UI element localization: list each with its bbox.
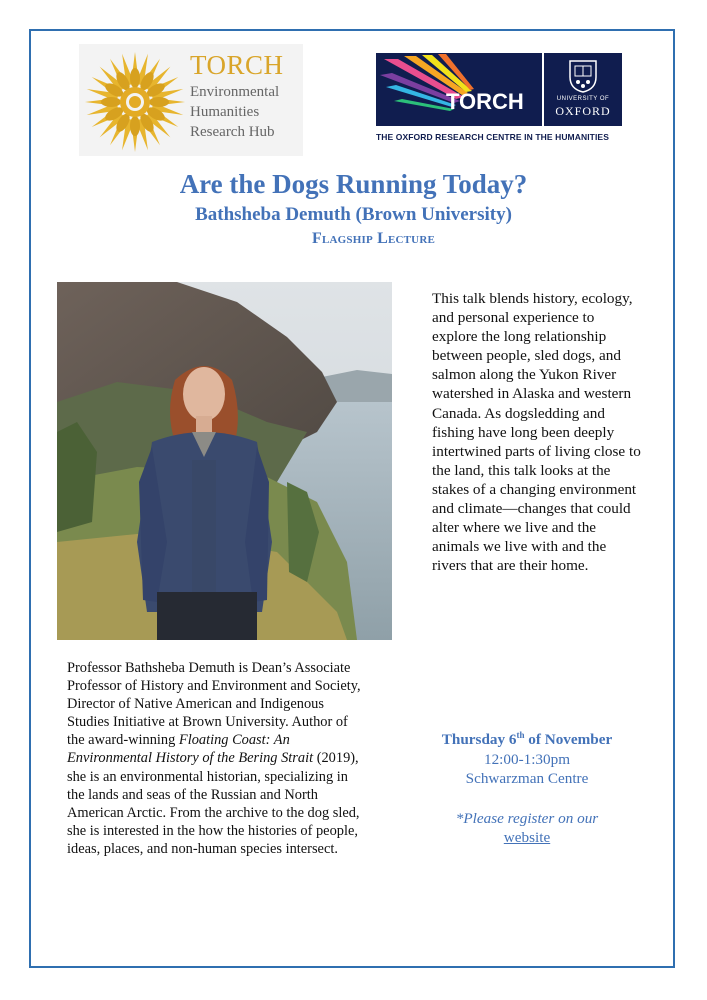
torch-wordmark: TORCH bbox=[446, 89, 524, 114]
torch-env-humanities-logo bbox=[79, 44, 303, 156]
speaker-name: Bathsheba Demuth (Brown University) bbox=[195, 204, 512, 225]
logo-line-1: Environmental bbox=[190, 84, 280, 100]
oxford-university-small: UNIVERSITY OF bbox=[556, 96, 610, 102]
speaker-photo bbox=[57, 282, 392, 640]
torch-tagline: THE OXFORD RESEARCH CENTRE IN THE HUMANITIES bbox=[376, 132, 609, 142]
logo-line-3: Research Hub bbox=[190, 124, 275, 140]
event-date bbox=[412, 730, 642, 750]
speaker-bio bbox=[67, 659, 367, 858]
event-date-rest: of November bbox=[524, 731, 613, 748]
event-time: 12:00-1:30pm bbox=[483, 750, 571, 768]
bio-text-2: (2019), she is an environmental historian, specializing in the lands and seas of the Russian and North American Arctic. From the archive to the dog sled, she is interested in the how the histories of people, ideas, places, and non-human species intersect. bbox=[67, 750, 360, 857]
torch-logo-block bbox=[376, 53, 542, 126]
talk-description: This talk blends history, ecology, and personal experience to explore the long relationship between people, sled dogs, and salmon along the Yukon River watershed in Alaska and western Canada. As dogsledding and fishing have long been deeply intertwined parts of living close to the land, this talk looks at the stakes of a changing environment and climate—changes that could alter where we live and the animals we live with and the rivers that are their home. bbox=[432, 290, 641, 575]
torch-oxford-logo bbox=[376, 53, 622, 143]
logo-line-2: Humanities bbox=[190, 104, 260, 120]
bio-text-1: Professor Bathsheba Demuth is Dean’s Associate Professor of History and Environment and Society, Director of Native American and Indigenous Studies Initiative at Brown University. Author of the award-winning bbox=[67, 660, 361, 749]
sun-emblem-icon bbox=[83, 50, 187, 154]
oxford-logo-block bbox=[544, 53, 622, 126]
event-date-suffix: th bbox=[516, 730, 525, 740]
oxford-crest-icon bbox=[568, 59, 598, 93]
logo-brand-text: TORCH bbox=[190, 50, 284, 80]
register-website-link[interactable]: website bbox=[503, 829, 551, 846]
event-details bbox=[412, 730, 642, 848]
event-venue: Schwarzman Centre bbox=[465, 770, 589, 787]
lecture-title: Are the Dogs Running Today? bbox=[179, 169, 528, 199]
oxford-name: OXFORD bbox=[555, 104, 611, 118]
flagship-lecture-label: Flagship Lecture bbox=[312, 230, 435, 247]
register-note: *Please register on our bbox=[455, 809, 599, 827]
bio-book-title: Floating Coast: An Environmental History of the Bering Strait bbox=[67, 732, 314, 767]
event-date-day: Thursday 6 bbox=[441, 731, 517, 748]
speaker-portrait-image bbox=[57, 282, 392, 640]
